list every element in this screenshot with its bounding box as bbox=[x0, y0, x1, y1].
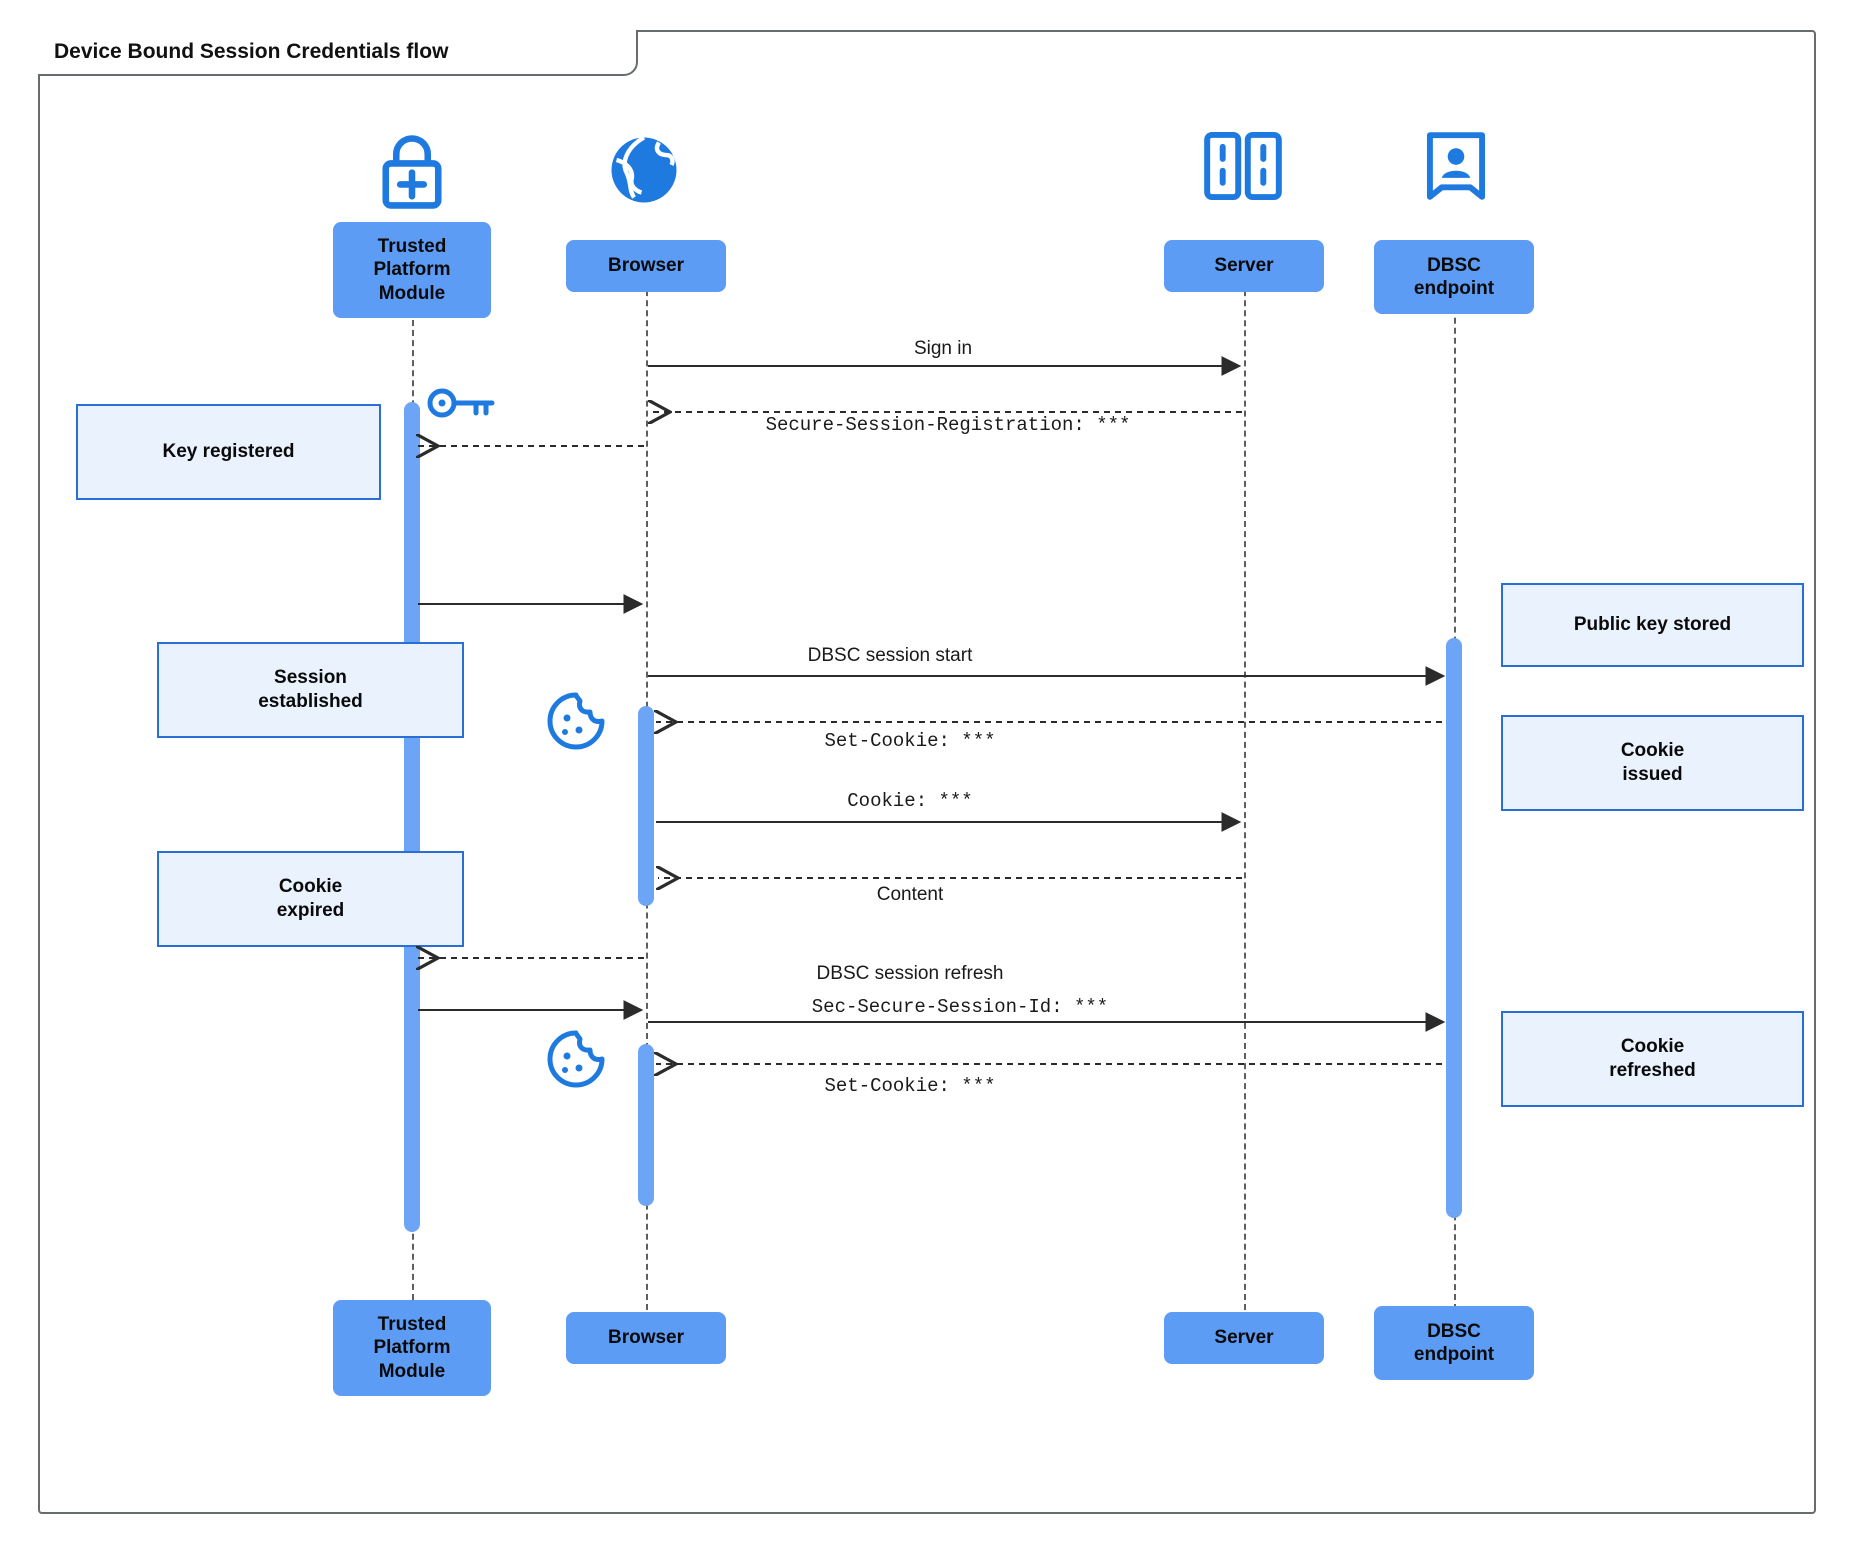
diagram-title: Device Bound Session Credentials flow bbox=[38, 30, 638, 76]
note-text: Key registered bbox=[162, 441, 295, 463]
participant-label-line1: Trusted bbox=[377, 236, 447, 258]
message-label-sign-in: Sign in bbox=[913, 338, 973, 359]
participant-dbsc-bottom[interactable] bbox=[1374, 1306, 1534, 1380]
note-public-key-stored bbox=[1501, 583, 1804, 667]
note-text-line2: issued bbox=[1622, 764, 1683, 785]
participant-label-line2: endpoint bbox=[1413, 278, 1495, 299]
server-icon bbox=[1200, 130, 1286, 207]
participant-label-line2: Platform bbox=[373, 1337, 451, 1359]
message-label-set-cookie-1: Set-Cookie: *** bbox=[824, 730, 996, 752]
message-label-content: Content bbox=[876, 884, 944, 905]
lock-icon bbox=[370, 128, 454, 217]
activation-dbsc bbox=[1446, 638, 1462, 1218]
key-icon bbox=[426, 378, 498, 433]
note-cookie-issued bbox=[1501, 715, 1804, 811]
cookie-icon bbox=[545, 690, 607, 757]
note-text-line1: Cookie bbox=[1620, 1036, 1685, 1058]
message-label-secure-session-registration: Secure-Session-Registration: *** bbox=[765, 414, 1131, 436]
participant-label-line1: DBSC bbox=[1427, 1320, 1481, 1342]
participant-server-bottom[interactable] bbox=[1164, 1312, 1324, 1364]
participant-tpm-bottom[interactable] bbox=[333, 1300, 491, 1396]
participant-label-line2: Platform bbox=[373, 259, 451, 281]
participant-browser-top[interactable] bbox=[566, 240, 726, 292]
note-text: Public key stored bbox=[1573, 614, 1732, 636]
participant-browser-bottom[interactable] bbox=[566, 1312, 726, 1364]
note-cookie-expired bbox=[157, 851, 464, 947]
lifeline-server bbox=[1244, 250, 1246, 1310]
message-label-sec-secure-session-id: Sec-Secure-Session-Id: *** bbox=[811, 996, 1109, 1018]
note-text-line1: Cookie bbox=[1620, 740, 1685, 762]
activation-browser-2 bbox=[638, 1044, 654, 1206]
activation-browser-1 bbox=[638, 706, 654, 906]
participant-server-top[interactable] bbox=[1164, 240, 1324, 292]
activation-tpm bbox=[404, 402, 420, 1232]
note-key-registered bbox=[76, 404, 381, 500]
message-label-set-cookie-2: Set-Cookie: *** bbox=[824, 1075, 996, 1097]
participant-label-line1: Server bbox=[1214, 255, 1274, 277]
participant-label-line1: Browser bbox=[607, 255, 685, 277]
note-text-line2: refreshed bbox=[1609, 1060, 1696, 1081]
message-label-dbsc-session-start: DBSC session start bbox=[807, 645, 973, 666]
message-label-cookie: Cookie: *** bbox=[847, 790, 973, 812]
note-text-line1: Session bbox=[274, 667, 347, 689]
participant-label-line1: DBSC bbox=[1427, 254, 1481, 276]
note-text-line2: expired bbox=[276, 900, 345, 921]
note-session-established bbox=[157, 642, 464, 738]
participant-label-line3: Module bbox=[378, 282, 446, 304]
id-badge-icon bbox=[1424, 130, 1488, 207]
note-text-line2: established bbox=[258, 691, 363, 712]
participant-label-line1: Browser bbox=[607, 1327, 685, 1349]
note-text-line1: Cookie bbox=[278, 876, 343, 898]
participant-label-line1: Trusted bbox=[377, 1314, 447, 1336]
note-cookie-refreshed bbox=[1501, 1011, 1804, 1107]
participant-label-line1: Server bbox=[1214, 1327, 1274, 1349]
participant-tpm-top[interactable] bbox=[333, 222, 491, 318]
participant-dbsc-top[interactable] bbox=[1374, 240, 1534, 314]
globe-icon bbox=[604, 130, 684, 215]
participant-label-line2: endpoint bbox=[1413, 1344, 1495, 1365]
message-label-dbsc-session-refresh: DBSC session refresh bbox=[816, 963, 1004, 984]
participant-label-line3: Module bbox=[378, 1360, 446, 1382]
cookie-icon bbox=[545, 1028, 607, 1095]
